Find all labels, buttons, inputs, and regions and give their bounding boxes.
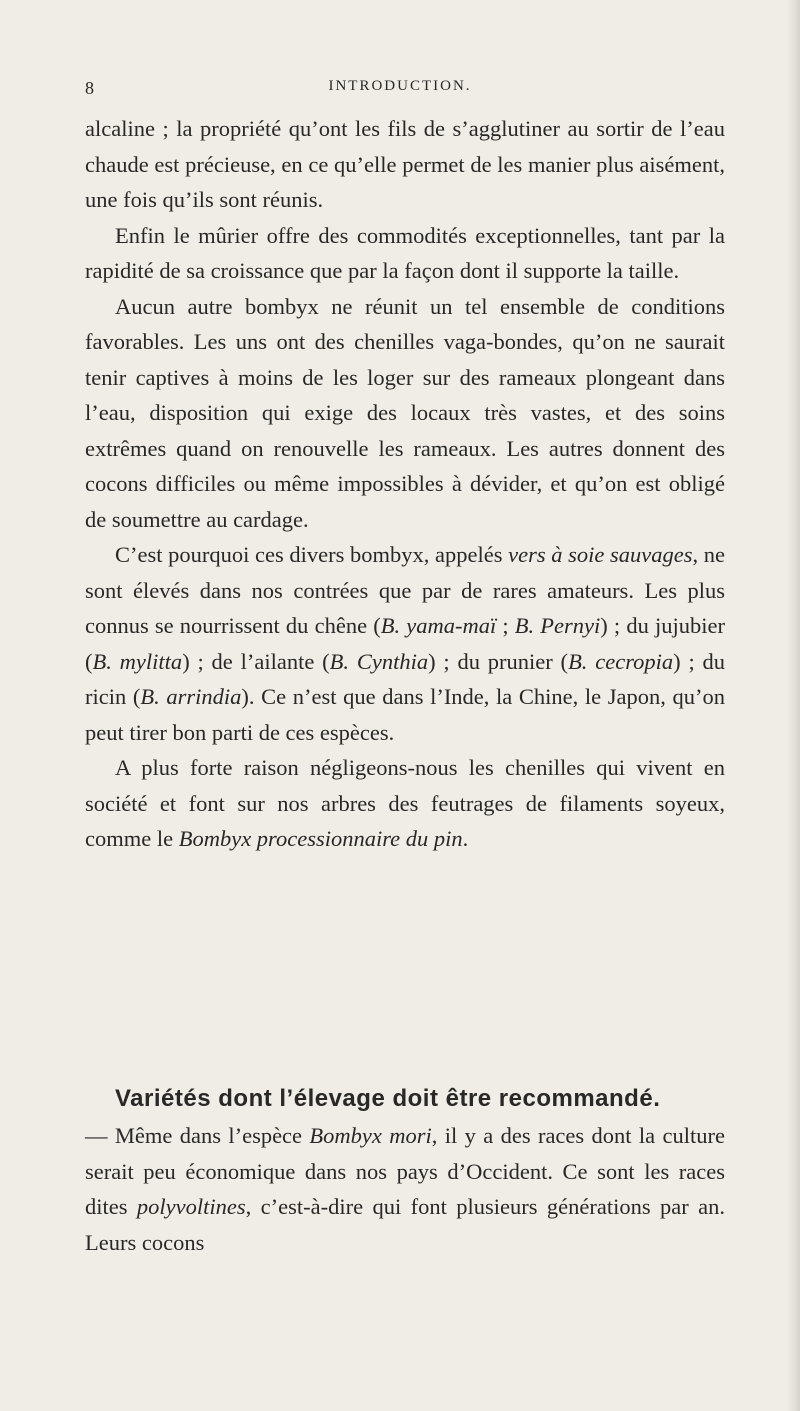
paragraph-4: [85, 537, 725, 750]
species-name: Bombyx processionnaire du pin: [178, 826, 463, 851]
paragraph-4-text: , ne sont élevés dans nos contrées que par de rares amateurs. Les plus connus se nourrissent du chêne (: [85, 542, 725, 638]
paragraph-4-text: ) ; du ricin (: [85, 648, 726, 709]
page-header: [0, 78, 800, 108]
paragraph-1: alcaline ; la propriété qu’ont les fils de s’agglutiner au sortir de l’eau chaude est précieuse, en ce qu’elle permet de les manier plus aisément, une fois qu’ils sont réunis.: [85, 116, 725, 212]
paragraph-4-text: C’est pourquoi ces divers bombyx, appelés: [115, 542, 509, 567]
species-name: B. yama-maï: [380, 613, 497, 638]
species-name: B. Pernyi: [514, 613, 601, 638]
paragraph-5-text: .: [462, 826, 469, 851]
section-text: , c’est-à-dire qui font plusieurs générations par an. Leurs cocons: [85, 1194, 726, 1255]
term-italic: polyvoltines: [136, 1194, 246, 1219]
paragraph-5-text: A plus forte raison négligeons-nous les chenilles qui vivent en société et font sur nos arbres des feutrages de filaments soyeux, comme le: [85, 755, 725, 851]
paragraph-3: Aucun autre bombyx ne réunit un tel ensemble de conditions favorables. Les uns ont des chenilles vaga-bondes, qu’on ne saurait tenir captives à moins de les loger sur des rameaux plongeant dans l’eau, disposition qui exige des locaux très vastes, et des soins extrêmes quand on renouvelle les rameaux. Les autres donnent des cocons difficiles ou même impossibles à dévider, et qu’on est obligé de soumettre au cardage.: [85, 293, 725, 532]
body-text: [85, 111, 725, 857]
paragraph-2: Enfin le mûrier offre des commodités exceptionnelles, tant par la rapidité de sa croissance que par la façon dont il supporte la taille.: [85, 222, 725, 283]
running-head: INTRODUCTION.: [328, 78, 472, 94]
page-edge-shadow: [786, 0, 800, 1411]
species-name: B. mylitta: [92, 648, 183, 674]
paragraph-4-text: ) ; du prunier (: [428, 648, 569, 674]
section-text: — Même dans l’espèce: [85, 1123, 310, 1148]
section-varietes: [85, 1080, 725, 1260]
section-paragraph: [85, 1118, 725, 1260]
species-name: B. arrindia: [140, 684, 242, 709]
species-name: B. Cynthia: [329, 648, 429, 674]
paragraph-4-text: ;: [496, 613, 515, 638]
paragraph-4-text: ) ; de l’ailante (: [182, 648, 330, 674]
species-name: B. cecropia: [568, 648, 674, 674]
paragraph-4-text: ). Ce n’est que dans l’Inde, la Chine, le Japon, qu’on peut tirer bon parti de ces espèces.: [85, 684, 725, 745]
species-name: Bombyx mori: [309, 1123, 432, 1148]
section-heading: Variétés dont l’élevage doit être recommandé.: [115, 1085, 661, 1112]
paragraph-4-text: ) ; du jujubier (: [85, 613, 725, 674]
section-text: , il y a des races dont la culture serait peu économique dans nos pays d’Occident. Ce sont les races dites: [85, 1123, 725, 1219]
page-number: 8: [85, 78, 94, 98]
paragraph-4-italic: vers à soie sauvages: [508, 542, 693, 567]
paragraph-5: [85, 750, 725, 857]
